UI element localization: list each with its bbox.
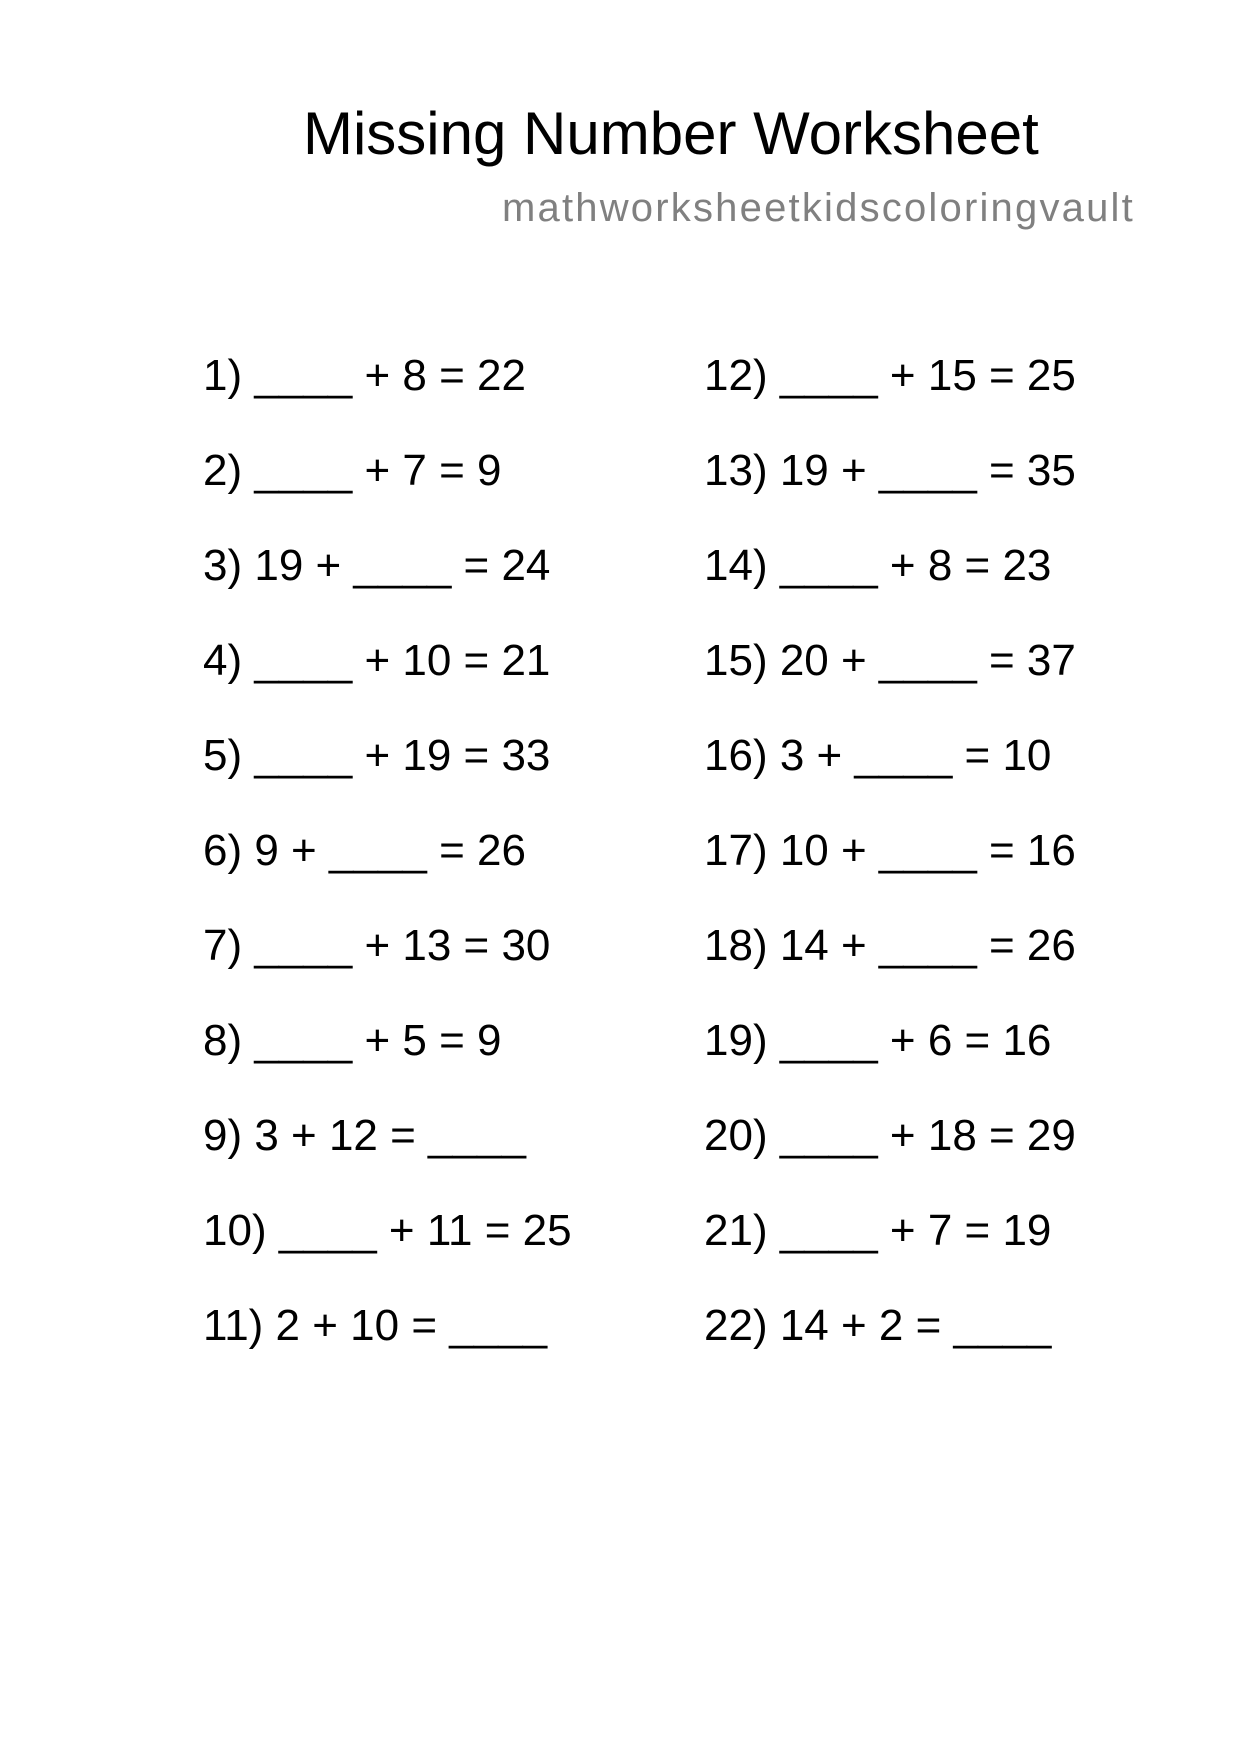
problem-11: 11) 2 + 10 = ____ [203,1301,548,1350]
worksheet-source-watermark: mathworksheetkidscoloringvault [502,186,1135,230]
problem-5: 5) ____ + 19 = 33 [203,731,551,780]
problem-14: 14) ____ + 8 = 23 [704,541,1052,590]
problem-column-left [203,351,572,1399]
problem-3: 3) 19 + ____ = 24 [203,541,551,590]
problem-10: 10) ____ + 11 = 25 [203,1206,572,1255]
problem-7: 7) ____ + 13 = 30 [203,921,551,970]
problem-4: 4) ____ + 10 = 21 [203,636,551,685]
problem-2: 2) ____ + 7 = 9 [203,446,502,495]
problem-9: 9) 3 + 12 = ____ [203,1111,526,1160]
problem-12: 12) ____ + 15 = 25 [704,351,1076,400]
problem-16: 16) 3 + ____ = 10 [704,731,1052,780]
problem-8: 8) ____ + 5 = 9 [203,1016,502,1065]
problem-15: 15) 20 + ____ = 37 [704,636,1076,685]
problem-1: 1) ____ + 8 = 22 [203,351,526,400]
problem-18: 18) 14 + ____ = 26 [704,921,1076,970]
problem-13: 13) 19 + ____ = 35 [704,446,1076,495]
problem-20: 20) ____ + 18 = 29 [704,1111,1076,1160]
problem-21: 21) ____ + 7 = 19 [704,1206,1052,1255]
problem-17: 17) 10 + ____ = 16 [704,826,1076,875]
worksheet-title: Missing Number Worksheet [303,100,1039,167]
problem-6: 6) 9 + ____ = 26 [203,826,526,875]
problem-column-right [704,351,1076,1399]
problem-19: 19) ____ + 6 = 16 [704,1016,1052,1065]
problem-22: 22) 14 + 2 = ____ [704,1301,1052,1350]
